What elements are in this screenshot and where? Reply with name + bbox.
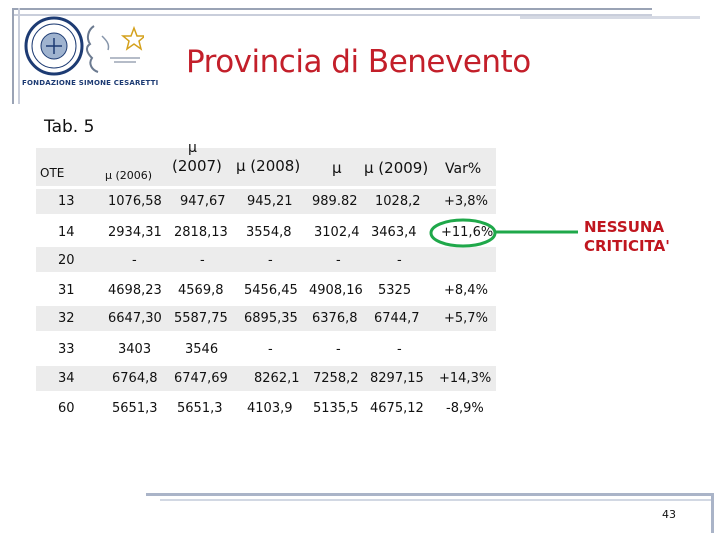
cell-2009: - xyxy=(397,253,402,268)
cell-2009: - xyxy=(397,342,402,357)
header-mu-2006: μ (2006) xyxy=(105,169,153,182)
cell-var: -8,9% xyxy=(446,401,484,416)
cell-2007: 2818,13 xyxy=(174,225,228,240)
cell-mu: 4908,16 xyxy=(309,283,363,298)
cell-ote: 13 xyxy=(58,194,75,209)
cell-2006: - xyxy=(132,253,137,268)
cell-var: +8,4% xyxy=(444,283,488,298)
cell-mu: - xyxy=(336,253,341,268)
cell-2007: 6747,69 xyxy=(174,371,228,386)
cell-2007: - xyxy=(200,253,205,268)
cell-2007: 5651,3 xyxy=(177,401,223,416)
header-mu: μ xyxy=(332,159,342,177)
cell-var: +14,3% xyxy=(439,371,492,386)
cell-2007: 947,67 xyxy=(180,194,226,209)
cell-2008: 4103,9 xyxy=(247,401,293,416)
header-ote: OTE xyxy=(40,166,65,180)
cell-2009: 1028,2 xyxy=(375,194,421,209)
cell-ote: 31 xyxy=(58,283,75,298)
cell-mu: - xyxy=(336,342,341,357)
cell-2006: 6647,30 xyxy=(108,311,162,326)
cell-2008: 6895,35 xyxy=(244,311,298,326)
cell-mu: 5135,5 xyxy=(313,401,359,416)
cell-ote: 20 xyxy=(58,253,75,268)
page-number: 43 xyxy=(662,508,676,521)
cell-2009: 8297,15 xyxy=(370,371,424,386)
cell-2006: 1076,58 xyxy=(108,194,162,209)
cell-2008: 945,21 xyxy=(247,194,293,209)
cell-2006: 4698,23 xyxy=(108,283,162,298)
cell-var: +11,6% xyxy=(441,225,494,240)
logo-caption: FONDAZIONE SIMONE CESARETTI xyxy=(22,79,159,87)
header-mu-2007: (2007) xyxy=(172,157,222,175)
cell-2006: 3403 xyxy=(118,342,152,357)
cell-2009: 4675,12 xyxy=(370,401,424,416)
header-var: Var% xyxy=(445,161,482,177)
highlight-oval xyxy=(431,220,495,246)
cell-ote: 14 xyxy=(58,225,75,240)
header-mu-2009: μ (2009) xyxy=(364,159,429,177)
cell-2007: 3546 xyxy=(185,342,219,357)
cell-ote: 60 xyxy=(58,401,75,416)
cell-mu: 7258,2 xyxy=(313,371,359,386)
cell-2008: 5456,45 xyxy=(244,283,298,298)
header-mu-2008: μ (2008) xyxy=(236,157,301,175)
table-label: Tab. 5 xyxy=(44,117,95,137)
cell-2009: 6744,7 xyxy=(374,311,420,326)
no-criticality-note xyxy=(584,218,670,256)
cell-2008: - xyxy=(268,253,273,268)
note-line-2: CRITICITA' xyxy=(584,237,670,255)
cell-2006: 5651,3 xyxy=(112,401,158,416)
cell-mu: 6376,8 xyxy=(312,311,358,326)
cell-2008: 3554,8 xyxy=(246,225,292,240)
page-title: Provincia di Benevento xyxy=(186,44,531,80)
cell-var: +3,8% xyxy=(444,194,488,209)
cell-2007: 4569,8 xyxy=(178,283,224,298)
cell-mu: 3102,4 xyxy=(314,225,360,240)
cell-2006: 2934,31 xyxy=(108,225,162,240)
cell-2009: 3463,4 xyxy=(371,225,417,240)
cell-ote: 33 xyxy=(58,342,75,357)
cell-var: +5,7% xyxy=(444,311,488,326)
cell-mu: 989.82 xyxy=(312,194,358,209)
cell-2008: 8262,1 xyxy=(254,371,300,386)
cell-2006: 6764,8 xyxy=(112,371,158,386)
cell-2007: 5587,75 xyxy=(174,311,228,326)
cell-2008: - xyxy=(268,342,273,357)
cell-ote: 32 xyxy=(58,311,75,326)
header-mu-2007-symbol: μ xyxy=(188,140,197,156)
note-line-1: NESSUNA xyxy=(584,218,665,236)
cell-ote: 34 xyxy=(58,371,75,386)
cell-2009: 5325 xyxy=(378,283,412,298)
